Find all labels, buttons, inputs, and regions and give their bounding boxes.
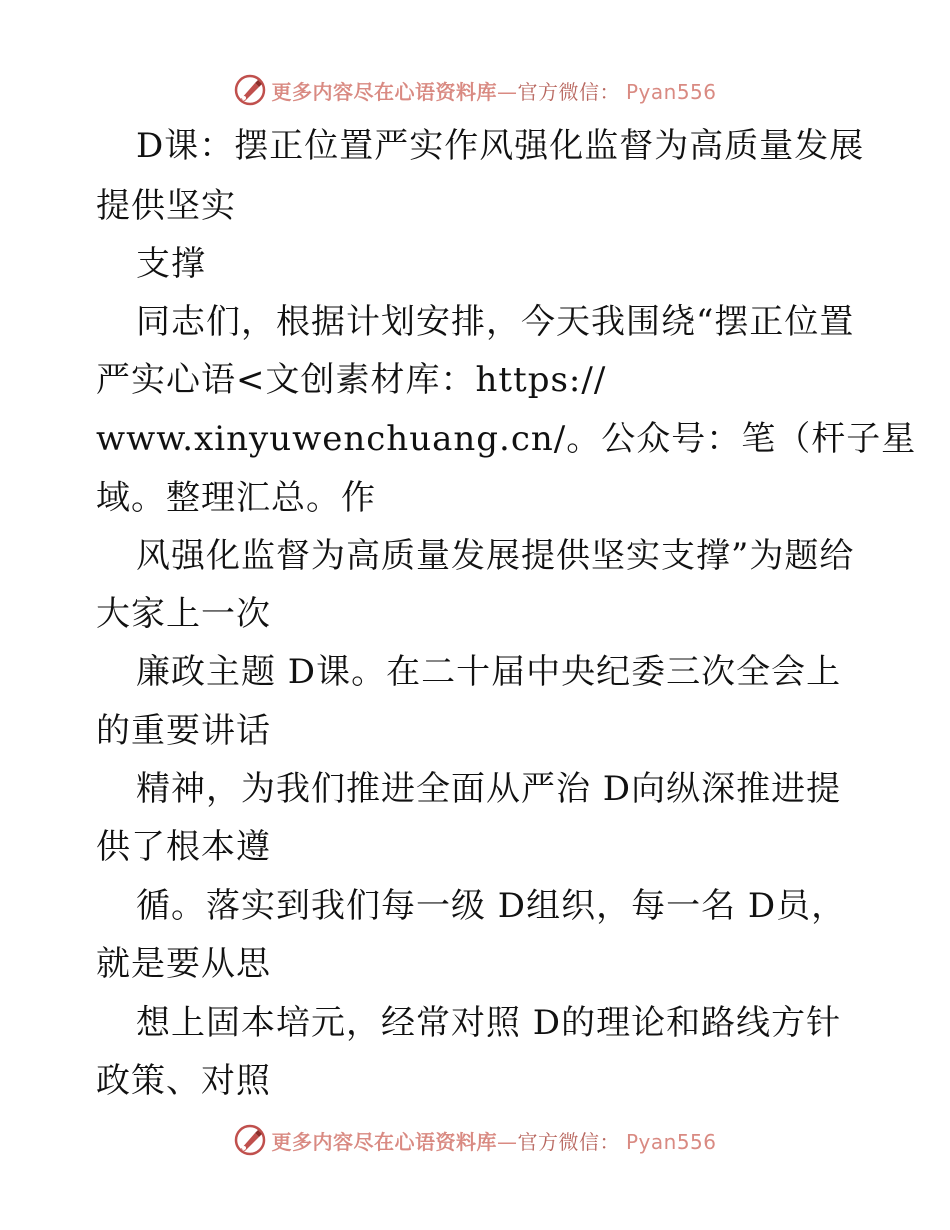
pen-logo-icon bbox=[233, 1123, 267, 1157]
text-line: 供了根本遵 bbox=[96, 827, 271, 867]
text-line: www.xinyuwenchuang.cn/。公众号：笔（杆子星 bbox=[96, 419, 917, 459]
banner-site-text: 更多内容尽在心语资料库 bbox=[271, 1129, 497, 1154]
text-line: 就是要从思 bbox=[96, 944, 271, 984]
header-banner bbox=[0, 72, 950, 108]
text-line: 廉政主题 D课。在二十届中央纪委三次全会上 bbox=[136, 652, 842, 692]
banner-site-text: 更多内容尽在心语资料库 bbox=[271, 79, 497, 104]
text-line: 提供坚实 bbox=[96, 186, 236, 226]
pen-logo-icon bbox=[233, 73, 267, 107]
text-line: 支撑 bbox=[136, 244, 206, 284]
banner-label: 官方微信： bbox=[517, 79, 620, 104]
text-line: D课：摆正位置严实作风强化监督为高质量发展 bbox=[136, 126, 865, 166]
text-line: 想上固本培元，经常对照 D的理论和路线方针 bbox=[136, 1003, 842, 1043]
banner-wechat-id: Pyan556 bbox=[625, 1129, 717, 1154]
banner-text bbox=[271, 76, 716, 105]
footer-banner bbox=[0, 1122, 950, 1158]
banner-dash: — bbox=[496, 79, 518, 104]
text-line: 循。落实到我们每一级 D组织，每一名 D员， bbox=[136, 886, 847, 926]
text-line: 域。整理汇总。作 bbox=[96, 478, 376, 518]
banner-wechat-id: Pyan556 bbox=[625, 79, 717, 104]
text-line: 风强化监督为高质量发展提供坚实支撑”为题给 bbox=[136, 536, 855, 576]
text-line: 严实心语<文创素材库：https:// bbox=[96, 360, 607, 400]
banner-label: 官方微信： bbox=[517, 1129, 620, 1154]
banner-dash: — bbox=[496, 1129, 518, 1154]
text-line: 大家上一次 bbox=[96, 594, 271, 634]
banner-text bbox=[271, 1126, 716, 1155]
text-line: 精神，为我们推进全面从严治 D向纵深推进提 bbox=[136, 769, 842, 809]
text-line: 政策、对照 bbox=[96, 1061, 271, 1101]
text-line: 同志们，根据计划安排，今天我围绕“摆正位置 bbox=[136, 302, 855, 342]
text-line: 的重要讲话 bbox=[96, 711, 271, 751]
